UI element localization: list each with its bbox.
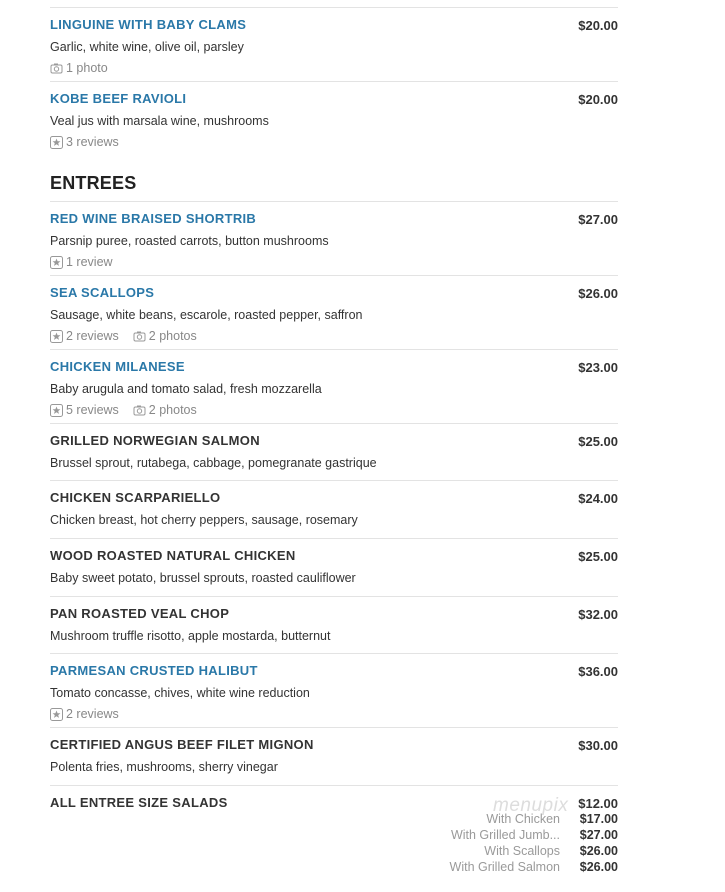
photos-count: 2 photos bbox=[148, 329, 197, 343]
reviews-count: 2 reviews bbox=[66, 329, 119, 343]
item-name: PAN ROASTED VEAL CHOP bbox=[50, 606, 230, 621]
option-price: $17.00 bbox=[579, 812, 618, 826]
reviews-count: 1 review bbox=[66, 255, 113, 269]
item-description: Veal jus with marsala wine, mushrooms bbox=[50, 114, 269, 128]
salad-option bbox=[400, 860, 618, 874]
item-name: CHICKEN SCARPARIELLO bbox=[50, 490, 221, 505]
item-meta bbox=[50, 255, 127, 269]
option-price: $26.00 bbox=[579, 860, 618, 874]
menu-item bbox=[50, 653, 618, 728]
reviews-link[interactable] bbox=[50, 255, 113, 269]
menu-item bbox=[50, 423, 618, 481]
item-price: $27.00 bbox=[578, 212, 618, 227]
photos-link[interactable] bbox=[50, 61, 108, 75]
item-price: $20.00 bbox=[578, 92, 618, 107]
item-price: $24.00 bbox=[578, 491, 618, 506]
option-label: With Scallops bbox=[484, 844, 560, 858]
item-name-link[interactable]: RED WINE BRAISED SHORTRIB bbox=[50, 211, 257, 226]
item-name-link[interactable]: CHICKEN MILANESE bbox=[50, 359, 185, 374]
item-name: ALL ENTREE SIZE SALADS bbox=[50, 795, 228, 810]
salad-option bbox=[400, 844, 618, 858]
photos-count: 1 photo bbox=[66, 61, 108, 75]
photos-count: 2 photos bbox=[148, 403, 197, 417]
reviews-link[interactable] bbox=[50, 135, 119, 149]
menu-item bbox=[50, 201, 618, 276]
camera-icon bbox=[50, 62, 63, 75]
item-description: Parsnip puree, roasted carrots, button mushrooms bbox=[50, 234, 329, 248]
camera-icon bbox=[133, 330, 146, 343]
item-price: $32.00 bbox=[578, 607, 618, 622]
item-meta bbox=[50, 329, 211, 343]
item-description: Brussel sprout, rutabega, cabbage, pomegranate gastrique bbox=[50, 456, 377, 470]
item-name: CERTIFIED ANGUS BEEF FILET MIGNON bbox=[50, 737, 314, 752]
photos-link[interactable] bbox=[133, 403, 197, 417]
item-price: $23.00 bbox=[578, 360, 618, 375]
item-description: Mushroom truffle risotto, apple mostarda, butternut bbox=[50, 629, 331, 643]
star-icon bbox=[50, 330, 63, 343]
camera-icon bbox=[133, 404, 146, 417]
menu-item bbox=[50, 349, 618, 424]
item-name: WOOD ROASTED NATURAL CHICKEN bbox=[50, 548, 296, 563]
item-meta bbox=[50, 707, 133, 721]
item-meta bbox=[50, 403, 211, 417]
section-title-entrees: ENTREES bbox=[50, 173, 137, 193]
menu-item bbox=[50, 480, 618, 539]
item-price: $25.00 bbox=[578, 549, 618, 564]
option-price: $26.00 bbox=[579, 844, 618, 858]
option-label: With Chicken bbox=[486, 812, 560, 826]
menu-item bbox=[50, 538, 618, 597]
item-price: $12.00 bbox=[578, 796, 618, 811]
reviews-link[interactable] bbox=[50, 403, 119, 417]
item-name-link[interactable]: LINGUINE WITH BABY CLAMS bbox=[50, 17, 247, 32]
item-description: Baby arugula and tomato salad, fresh mozzarella bbox=[50, 382, 322, 396]
item-description: Sausage, white beans, escarole, roasted pepper, saffron bbox=[50, 308, 363, 322]
photos-link[interactable] bbox=[133, 329, 197, 343]
item-name-link[interactable]: PARMESAN CRUSTED HALIBUT bbox=[50, 663, 258, 678]
salad-option bbox=[400, 828, 618, 842]
item-description: Baby sweet potato, brussel sprouts, roasted cauliflower bbox=[50, 571, 356, 585]
item-price: $36.00 bbox=[578, 664, 618, 679]
reviews-count: 5 reviews bbox=[66, 403, 119, 417]
item-description: Tomato concasse, chives, white wine reduction bbox=[50, 686, 310, 700]
item-description: Chicken breast, hot cherry peppers, sausage, rosemary bbox=[50, 513, 358, 527]
item-meta bbox=[50, 61, 122, 75]
item-description: Polenta fries, mushrooms, sherry vinegar bbox=[50, 760, 278, 774]
option-price: $27.00 bbox=[579, 828, 618, 842]
menu-item bbox=[50, 275, 618, 350]
reviews-link[interactable] bbox=[50, 707, 119, 721]
menu-item bbox=[50, 81, 618, 156]
menu-item bbox=[50, 596, 618, 654]
item-price: $30.00 bbox=[578, 738, 618, 753]
watermark-logo: menupix bbox=[493, 795, 569, 816]
item-name: GRILLED NORWEGIAN SALMON bbox=[50, 433, 260, 448]
item-name-link[interactable]: KOBE BEEF RAVIOLI bbox=[50, 91, 187, 106]
reviews-count: 2 reviews bbox=[66, 707, 119, 721]
reviews-link[interactable] bbox=[50, 329, 119, 343]
star-icon bbox=[50, 708, 63, 721]
menu-item bbox=[50, 727, 618, 786]
reviews-count: 3 reviews bbox=[66, 135, 119, 149]
star-icon bbox=[50, 136, 63, 149]
item-name-link[interactable]: SEA SCALLOPS bbox=[50, 285, 155, 300]
item-price: $26.00 bbox=[578, 286, 618, 301]
item-price: $20.00 bbox=[578, 18, 618, 33]
menu-item bbox=[50, 7, 618, 82]
item-description: Garlic, white wine, olive oil, parsley bbox=[50, 40, 244, 54]
item-meta bbox=[50, 135, 133, 149]
star-icon bbox=[50, 256, 63, 269]
item-price: $25.00 bbox=[578, 434, 618, 449]
option-label: With Grilled Salmon bbox=[449, 860, 560, 874]
option-label: With Grilled Jumb... bbox=[450, 828, 560, 842]
star-icon bbox=[50, 404, 63, 417]
